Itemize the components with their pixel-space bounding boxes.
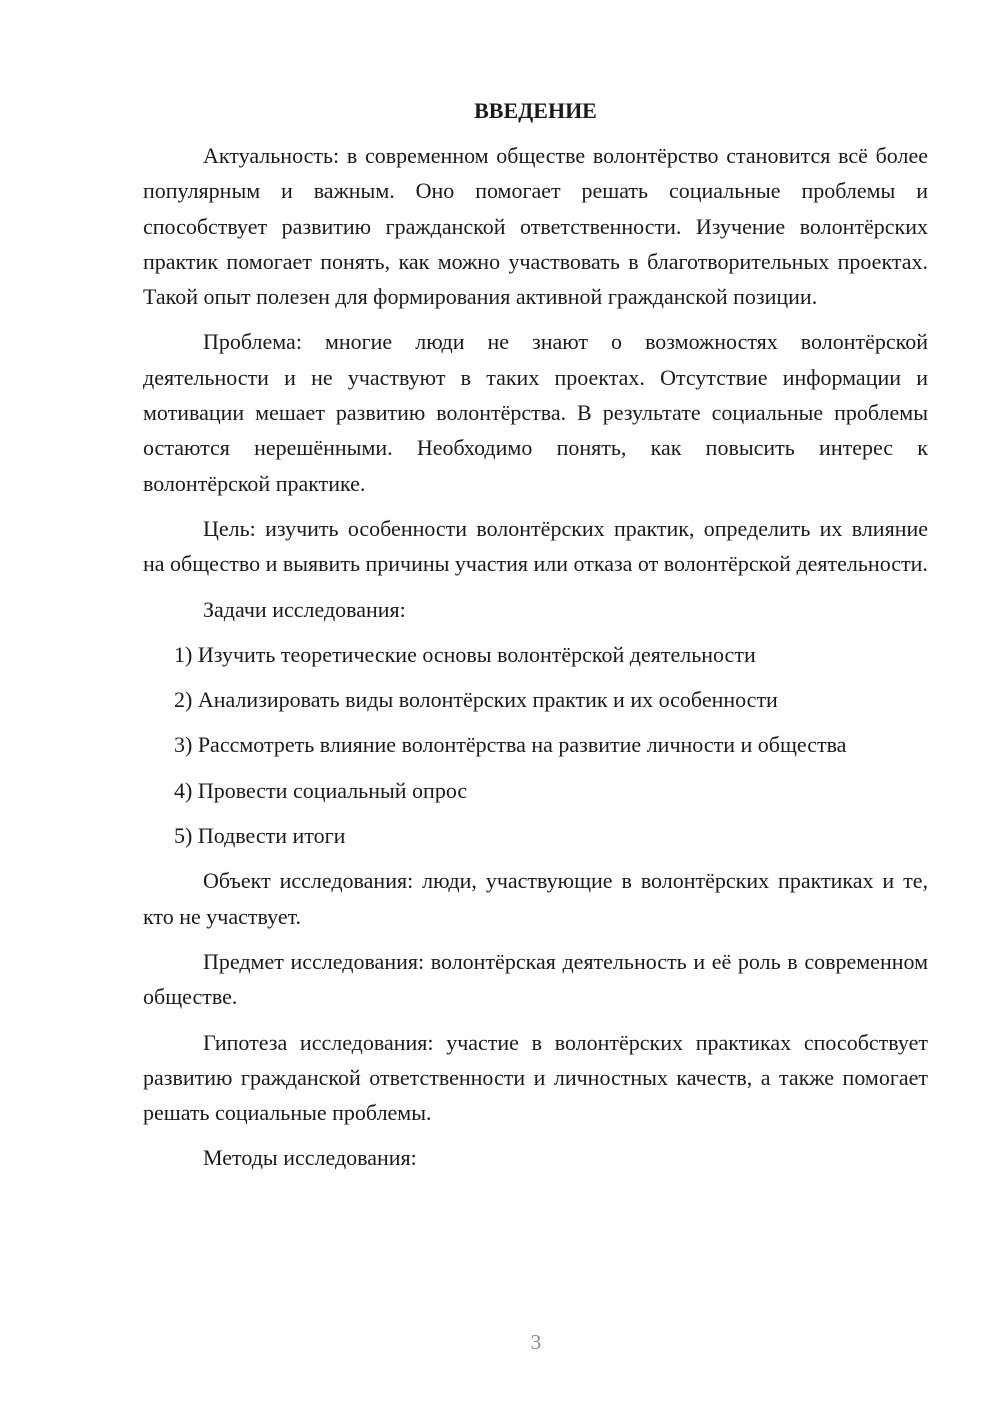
- task-item-2: 2) Анализировать виды волонтёрских практик и их особенности: [174, 687, 778, 713]
- methods-title: Методы исследования:: [203, 1145, 417, 1171]
- object-paragraph: Объект исследования: люди, участвующие в волонтёрских практиках и те, кто не участвует.: [143, 868, 928, 929]
- task-item-1: 1) Изучить теоретические основы волонтёрской деятельности: [174, 641, 756, 667]
- task-item-5: 5) Подвести итоги: [174, 823, 346, 849]
- section-heading: ВВЕДЕНИЕ: [474, 98, 597, 123]
- task-item-3: 3) Рассмотреть влияние волонтёрства на развитие личности и общества: [174, 732, 847, 758]
- goal-paragraph: Цель: изучить особенности волонтёрских практик, определить их влияние на общество и выявить причины участия или отказа от волонтёрской деятельности.: [143, 515, 928, 577]
- subject-paragraph: Предмет исследования: волонтёрская деятельность и её роль в современном обществе.: [143, 948, 928, 1010]
- problem-paragraph: Проблема: многие люди не знают о возможностях волонтёрской деятельности и не участвуют в таких проектах. Отсутствие информации и мотивации мешает развитию волонтёрства. В результате социальные проблемы остаются нерешёнными. Необходимо понять, как повысить интерес к волонтёрской практике.: [143, 329, 928, 496]
- task-item-4: 4) Провести социальный опрос: [174, 777, 468, 803]
- hypothesis-paragraph: Гипотеза исследования: участие в волонтёрских практиках способствует развитию гражданской ответственности и личностных качеств, а также помогает решать социальные проблемы.: [143, 1029, 928, 1126]
- tasks-title: Задачи исследования:: [203, 596, 406, 622]
- page-content: [143, 93, 928, 1176]
- page-number: 3: [530, 1330, 542, 1354]
- relevance-paragraph: Актуальность: в современном обществе волонтёрство становится всё более популярным и важным. Оно помогает решать социальные проблемы и способствует развитию гражданской ответственности. Изучение волонтёрских практик помогает понять, как можно участвовать в благотворительных проектах. Такой опыт полезен для формирования активной гражданской позиции.: [143, 143, 928, 310]
